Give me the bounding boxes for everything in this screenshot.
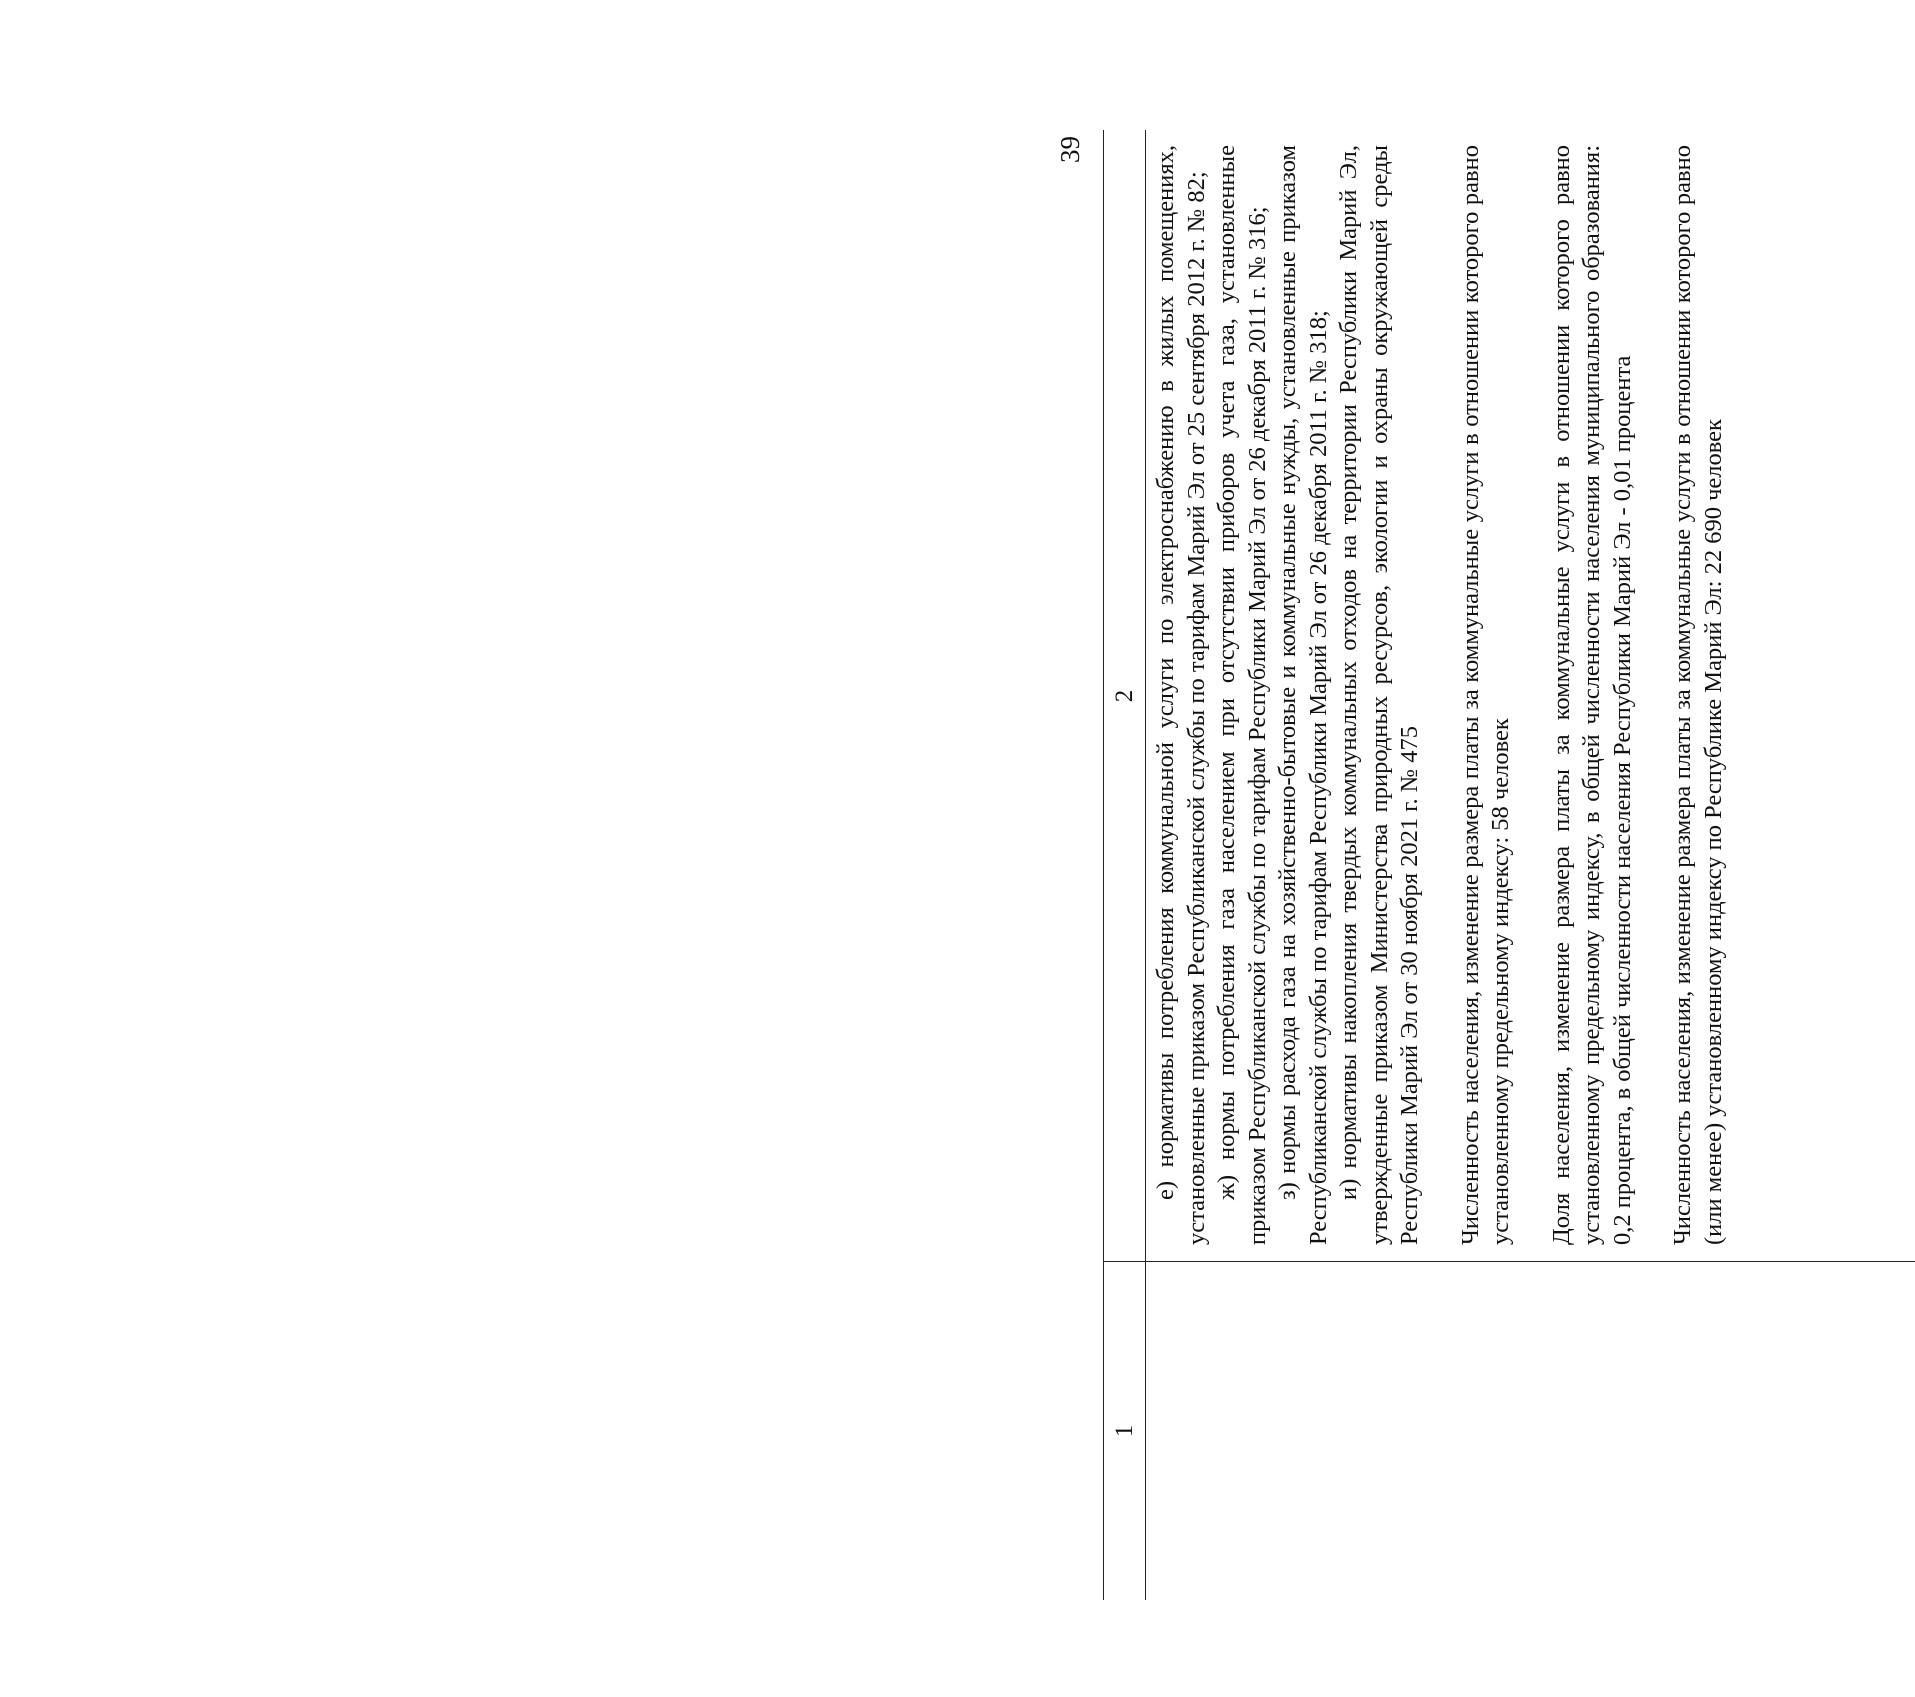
paragraph: и) нормативы накопления твердых коммунальных отходов на территории Республики Марий Эл, утвержденные приказом Министерства природных ресурсов, экологии и охраны окружающей среды Республики Марий Эл от 30 ноября 2021 г. № 475	[1335, 145, 1423, 1245]
paragraph: ж) нормы потребления газа населением при отсутствии приборов учета газа, установленные приказом Республиканской службы по тарифам Республики Марий Эл от 26 декабря 2011 г. № 316;	[1213, 145, 1271, 1245]
table-column-divider	[1103, 1261, 1915, 1262]
paragraph: Численность населения, изменение размера платы за коммунальные услуги в отношении которого равно (или менее) установленному индексу по Республике Марий Эл: 22 690 человек	[1669, 145, 1727, 1245]
paragraph: Численность населения, изменение размера платы за коммунальные услуги в отношении которого равно установленному предельному индексу: 58 человек	[1456, 145, 1514, 1245]
column-2-content	[1151, 145, 1729, 1245]
table-header-border	[1145, 130, 1146, 1600]
page-number: 39	[1055, 136, 1085, 163]
paragraph: Доля населения, изменение размера платы за коммунальные услуги в отношении которого равно установленному предельному индексу, в общей численности населения муниципального образования: 0,2 процента, в общей численности населения Республики Марий Эл - 0,01 процента	[1547, 145, 1636, 1245]
paragraph: е) нормативы потребления коммунальной услуги по электроснабжению в жилых помещениях, установленные приказом Республиканской службы по тарифам Марий Эл от 25 сентября 2012 г. № 82;	[1152, 145, 1210, 1245]
column-header-2: 2	[1111, 689, 1138, 703]
table-top-border	[1103, 130, 1104, 1600]
column-header-1: 1	[1111, 1424, 1138, 1438]
paragraph: з) нормы расхода газа на хозяйственно-бытовые и коммунальные нужды, установленные приказом Республиканской службы по тарифам Республики Марий Эл от 26 декабря 2011 г. № 318;	[1274, 145, 1332, 1245]
table	[1103, 130, 1915, 1600]
rotated-page-content	[1055, 130, 1915, 1600]
